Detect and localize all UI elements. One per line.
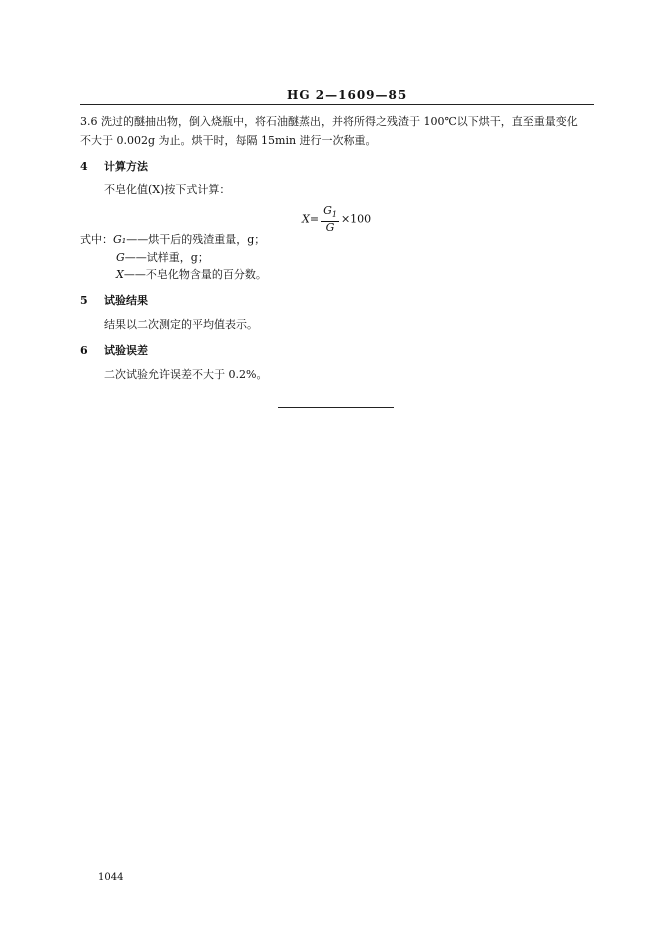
section-4-intro: 不皂化值(X)按下式计算： bbox=[104, 183, 231, 196]
where-label: 式中： bbox=[80, 233, 113, 246]
section-4-heading bbox=[80, 158, 148, 174]
section-5-text: 结果以二次测定的平均值表示。 bbox=[104, 318, 258, 331]
header-divider bbox=[80, 104, 594, 105]
section-6-number: 6 bbox=[80, 344, 88, 357]
section-4-number: 4 bbox=[80, 160, 88, 173]
document-header-code: HG 2—1609—85 bbox=[287, 88, 408, 102]
section-3-6-line-2: 不大于 0.002g 为止。烘干时，每隔 15min 进行一次称重。 bbox=[80, 134, 377, 147]
section-6-text: 二次试验允许误差不大于 0.2%。 bbox=[104, 368, 268, 381]
variable-line bbox=[80, 230, 265, 249]
variable-symbol: X bbox=[116, 268, 124, 281]
formula-lhs: X= bbox=[302, 212, 320, 226]
end-divider bbox=[278, 407, 394, 408]
variable-symbol: G bbox=[116, 251, 125, 264]
section-5-number: 5 bbox=[80, 294, 88, 307]
section-6-heading bbox=[80, 342, 148, 358]
section-6-title: 试验误差 bbox=[104, 344, 148, 357]
variable-symbol: G₁ bbox=[113, 233, 127, 246]
page-number: 1044 bbox=[98, 872, 124, 883]
formula-denominator: G bbox=[325, 221, 335, 235]
section-4-title: 计算方法 bbox=[104, 160, 148, 173]
variable-line bbox=[116, 265, 267, 284]
formula-fraction bbox=[321, 205, 339, 234]
section-5-title: 试验结果 bbox=[104, 294, 148, 307]
section-3-6-line-1: 3.6 洗过的醚抽出物，倒入烧瓶中，将石油醚蒸出，并将所得之残渣于 100℃以下烘干，直至重量变化 bbox=[80, 115, 578, 128]
variable-desc: ——不皂化物含量的百分数。 bbox=[123, 268, 267, 281]
formula bbox=[302, 205, 371, 234]
formula-numerator: $G_1$ bbox=[321, 205, 339, 222]
variable-desc: ——试样重，g； bbox=[124, 251, 209, 264]
variable-desc: ——烘干后的残渣重量，g； bbox=[126, 233, 266, 246]
formula-multiplier: ×100 bbox=[340, 212, 372, 226]
section-5-heading bbox=[80, 292, 148, 308]
